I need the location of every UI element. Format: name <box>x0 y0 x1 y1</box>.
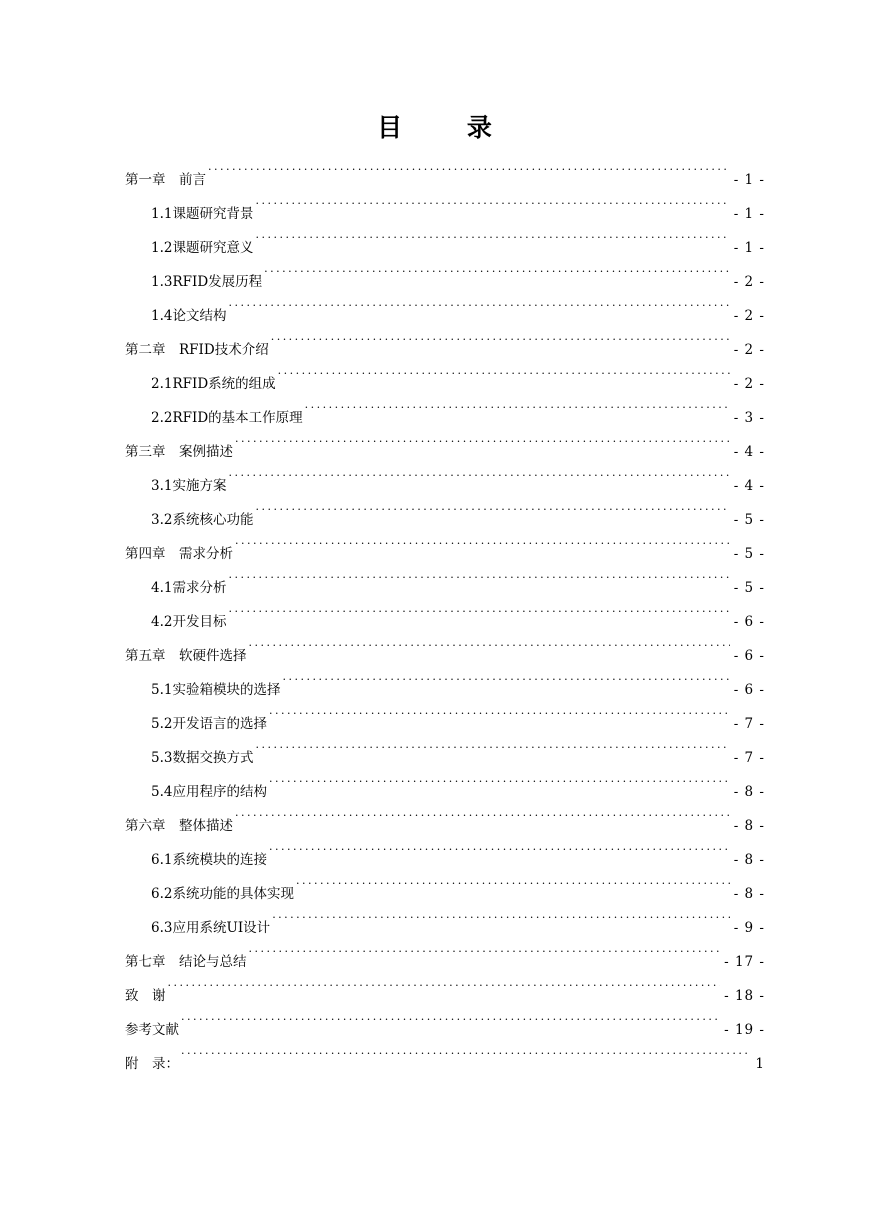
toc-page-number: 1 <box>755 1056 765 1072</box>
toc-entry-label: 第四章 需求分析 <box>125 546 233 562</box>
toc-entry-label: 6.2系统功能的具体实现 <box>151 886 294 902</box>
toc-page-number: - 8 - <box>733 784 765 800</box>
toc-chapter-entry[interactable] <box>125 1034 765 1072</box>
toc-dot-leader <box>249 932 721 966</box>
toc-entry-label: 5.4应用程序的结构 <box>151 784 267 800</box>
toc-dot-leader <box>296 864 730 898</box>
toc-entry-label: 第三章 案例描述 <box>125 444 233 460</box>
toc-dot-leader <box>269 694 730 728</box>
toc-entry-label: 4.1需求分析 <box>151 580 227 596</box>
toc-dot-leader <box>228 592 729 626</box>
toc-page-number: - 5 - <box>733 512 765 528</box>
toc-dot-leader <box>269 830 730 864</box>
page-title: 目 录 <box>377 113 520 142</box>
toc-dot-leader <box>181 1034 751 1068</box>
toc-entry-label: 1.3RFID发展历程 <box>151 274 263 290</box>
toc-page-number: - 3 - <box>733 410 765 426</box>
toc-entry-label: 参考文献 <box>125 1022 179 1038</box>
toc-entry-label: 第一章 前言 <box>125 172 206 188</box>
toc-entry-label: 6.3应用系统UI设计 <box>151 920 271 936</box>
toc-entry-label: 第七章 结论与总结 <box>125 954 247 970</box>
toc-page-number: - 6 - <box>733 648 765 664</box>
toc-page-number: - 17 - <box>724 954 765 970</box>
toc-dot-leader <box>168 966 721 1000</box>
toc-dot-leader <box>255 218 729 252</box>
toc-dot-leader <box>255 728 729 762</box>
toc-entry-label: 第五章 软硬件选择 <box>125 648 247 664</box>
toc-entry-label: 第二章 RFID技术介绍 <box>125 342 269 358</box>
toc-dot-leader <box>235 796 730 830</box>
toc-dot-leader <box>264 252 730 286</box>
toc-entry-label: 5.2开发语言的选择 <box>151 716 267 732</box>
toc-page-number: - 6 - <box>733 682 765 698</box>
toc-entry-label: 1.4论文结构 <box>151 308 227 324</box>
toc-chapter-entry[interactable] <box>125 1000 765 1038</box>
toc-entry-label: 5.3数据交换方式 <box>151 750 254 766</box>
toc-page-number: - 9 - <box>733 920 765 936</box>
toc-dot-leader <box>255 490 729 524</box>
toc-dot-leader <box>271 320 730 354</box>
toc-section-entry[interactable] <box>125 184 765 222</box>
toc-page-number: - 5 - <box>733 580 765 596</box>
toc-dot-leader <box>282 660 729 694</box>
toc-dot-leader <box>278 354 730 388</box>
toc-page-number: - 18 - <box>724 988 765 1004</box>
toc-dot-leader <box>305 388 730 422</box>
toc-entry-label: 3.1实施方案 <box>151 478 227 494</box>
toc-entry-label: 3.2系统核心功能 <box>151 512 254 528</box>
toc-page-number: - 8 - <box>733 818 765 834</box>
toc-entry-label: 2.2RFID的基本工作原理 <box>151 410 303 426</box>
toc-page-number: - 7 - <box>733 750 765 766</box>
toc-dot-leader <box>208 150 730 184</box>
toc-dot-leader <box>228 456 729 490</box>
toc-entry-label: 1.2课题研究意义 <box>151 240 254 256</box>
toc-dot-leader <box>249 626 730 660</box>
toc-entry-label: 6.1系统模块的连接 <box>151 852 267 868</box>
toc-dot-leader <box>228 558 729 592</box>
toc-page-number: - 1 - <box>733 172 765 188</box>
toc-page-number: - 4 - <box>733 444 765 460</box>
toc-dot-leader <box>181 1000 720 1034</box>
toc-page-number: - 1 - <box>733 240 765 256</box>
toc-dot-leader <box>255 184 729 218</box>
toc-entry-label: 5.1实验箱模块的选择 <box>151 682 281 698</box>
toc-page-number: - 4 - <box>733 478 765 494</box>
toc-page-number: - 2 - <box>733 308 765 324</box>
toc-list <box>125 150 765 1072</box>
toc-page-number: - 2 - <box>733 342 765 358</box>
toc-entry-label: 4.2开发目标 <box>151 614 227 630</box>
toc-chapter-entry[interactable] <box>125 966 765 1004</box>
toc-entry-label: 附 录： <box>125 1056 179 1072</box>
toc-chapter-entry[interactable] <box>125 150 765 188</box>
toc-page-number: - 6 - <box>733 614 765 630</box>
toc-dot-leader <box>235 422 730 456</box>
toc-dot-leader <box>228 286 729 320</box>
toc-dot-leader <box>272 898 730 932</box>
toc-page-number: - 2 - <box>733 376 765 392</box>
toc-entry-label: 2.1RFID系统的组成 <box>151 376 276 392</box>
toc-page-number: - 19 - <box>724 1022 765 1038</box>
toc-entry-label: 致 谢 <box>125 988 166 1004</box>
toc-page-number: - 5 - <box>733 546 765 562</box>
toc-entry-label: 1.1课题研究背景 <box>151 206 254 222</box>
toc-page-number: - 1 - <box>733 206 765 222</box>
toc-page-number: - 8 - <box>733 852 765 868</box>
toc-dot-leader <box>235 524 730 558</box>
toc-page-number: - 7 - <box>733 716 765 732</box>
toc-dot-leader <box>269 762 730 796</box>
toc-page-number: - 8 - <box>733 886 765 902</box>
toc-entry-label: 第六章 整体描述 <box>125 818 233 834</box>
toc-page-number: - 2 - <box>733 274 765 290</box>
